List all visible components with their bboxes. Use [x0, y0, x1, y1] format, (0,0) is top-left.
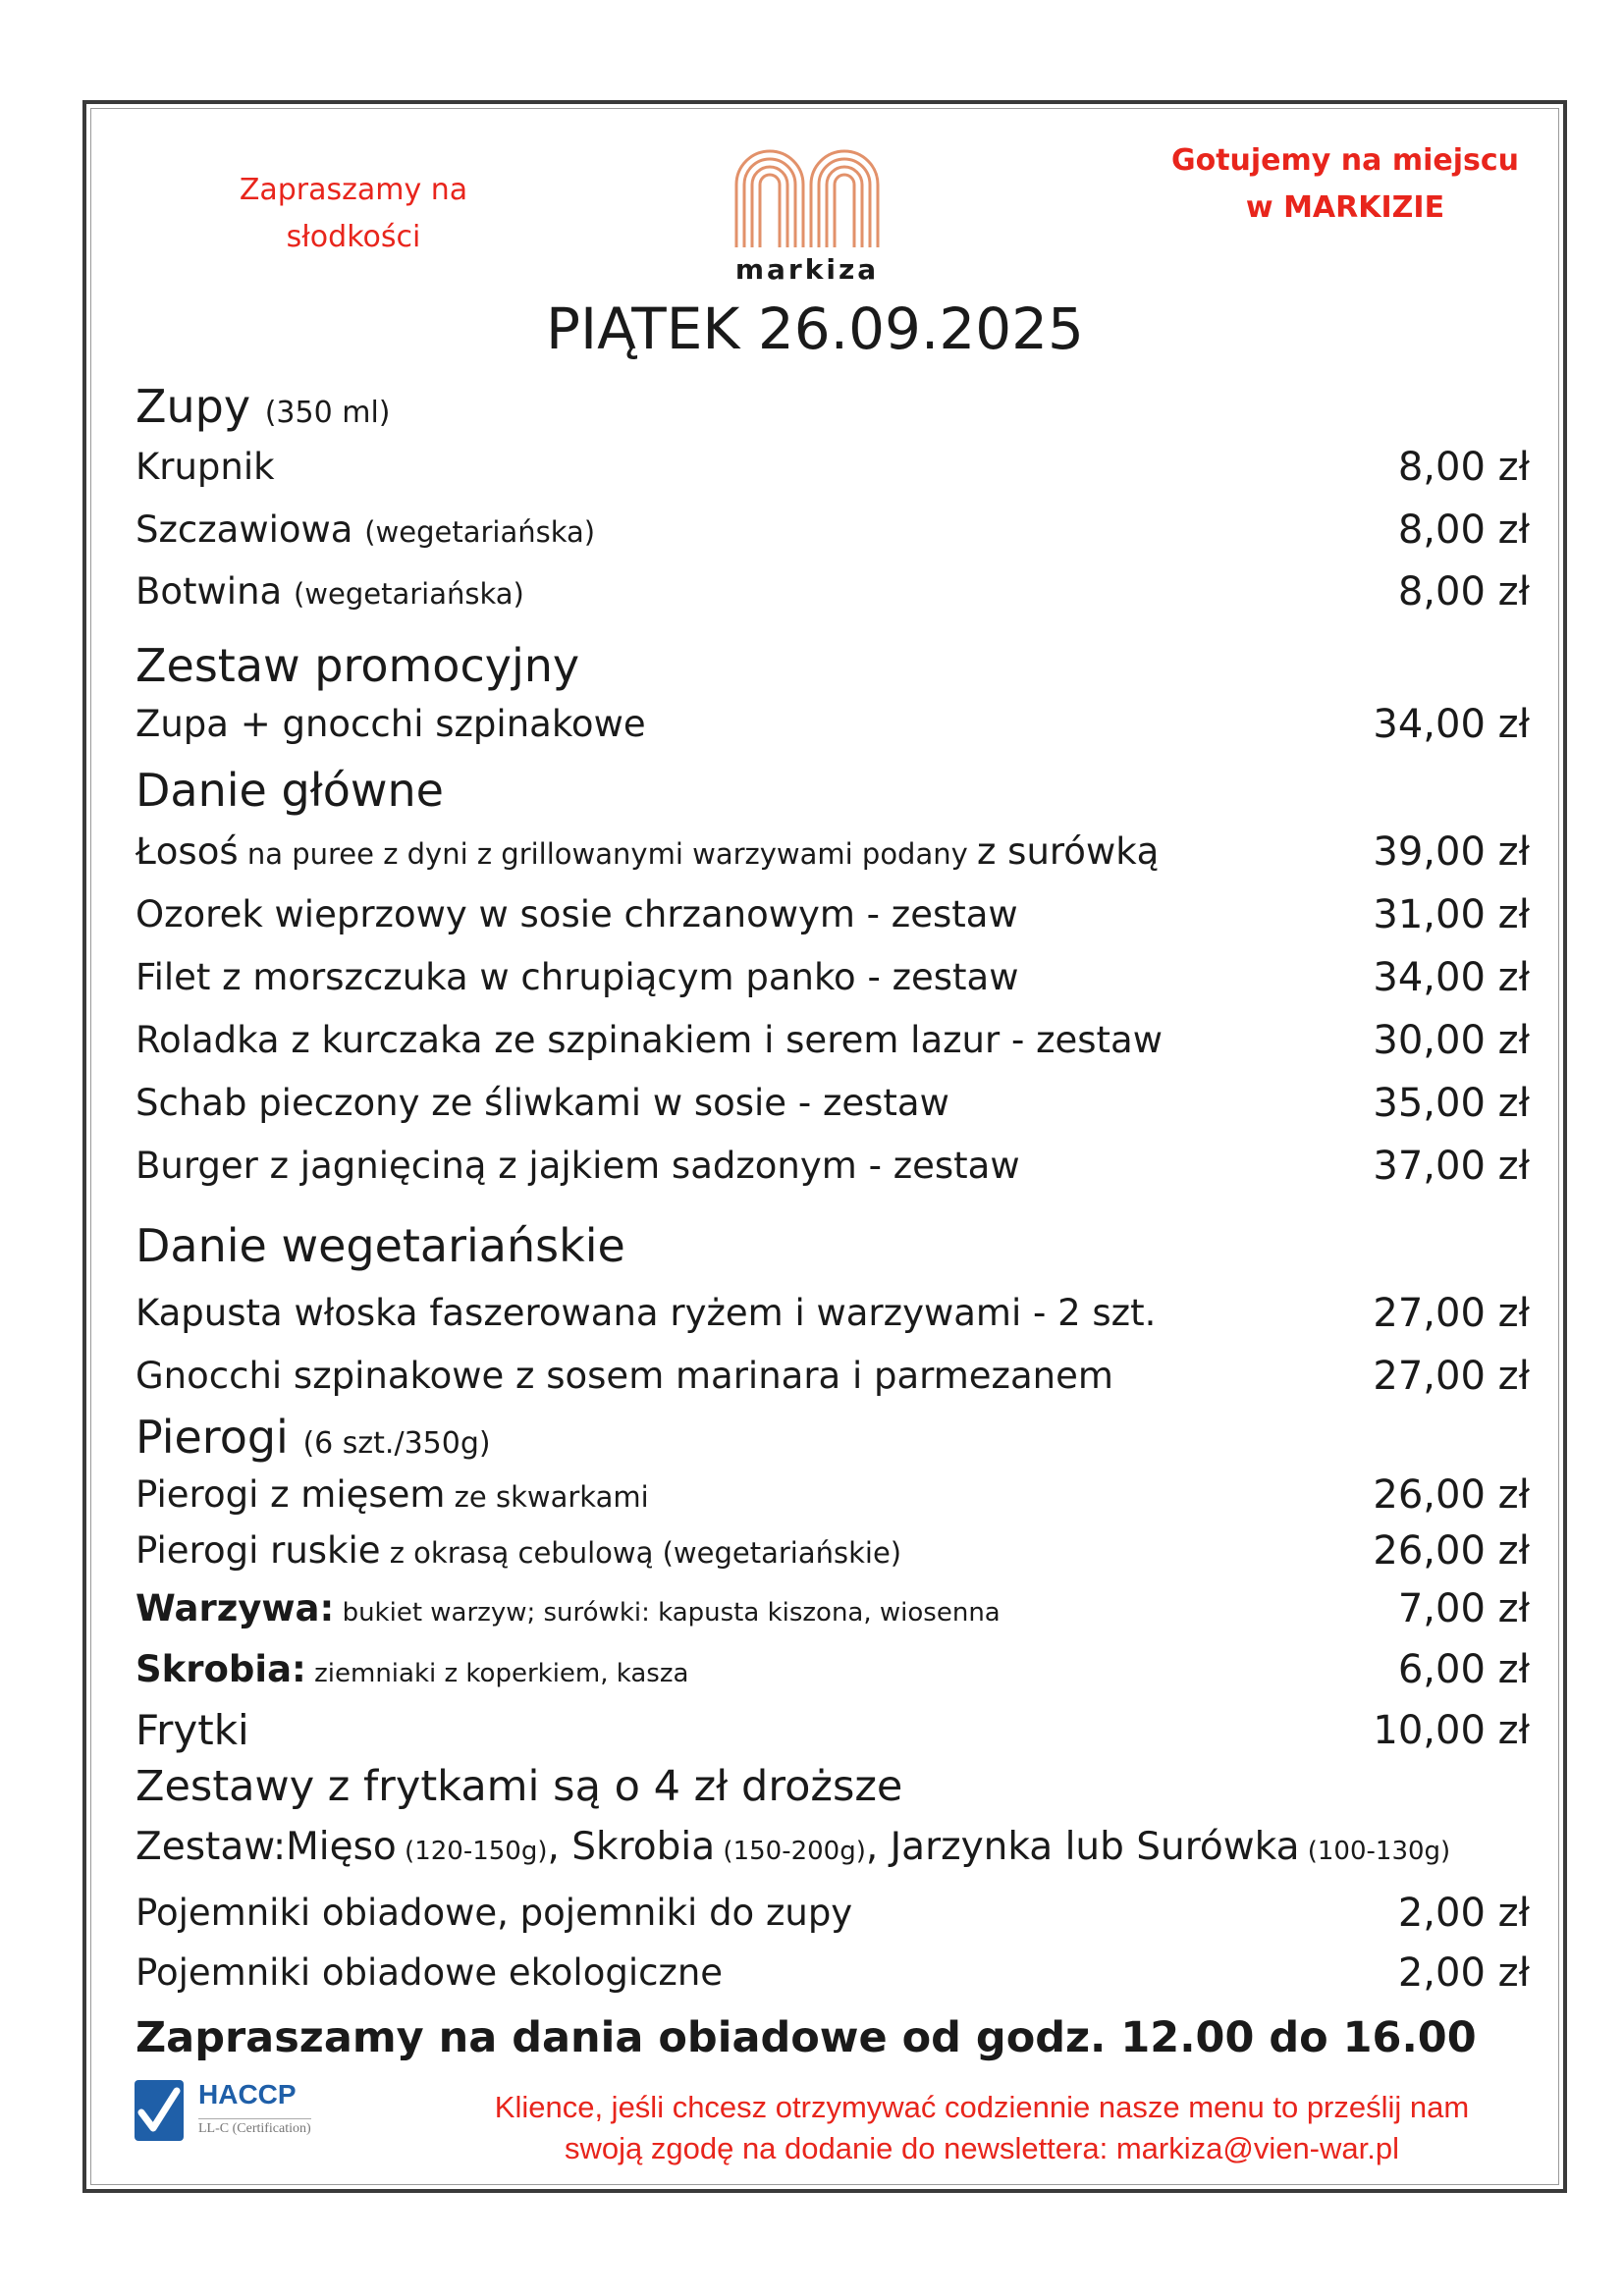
mains-heading: Danie główne — [135, 764, 444, 817]
item-price: 27,00 zł — [1373, 1291, 1530, 1336]
item-price: 7,00 zł — [1397, 1586, 1530, 1631]
menu-item — [135, 1526, 1530, 1575]
item-name: Ozorek wieprzowy w sosie chrzanowym - zestaw — [135, 893, 1018, 935]
vegetarian-heading: Danie wegetariańskie — [135, 1219, 625, 1272]
item-name-end: z surówką — [977, 830, 1160, 873]
set-veg-weight: (100-130g) — [1299, 1837, 1451, 1866]
sweets-line-2: słodkości — [286, 220, 421, 254]
item-name: Gnocchi szpinakowe z sosem marinara i parmezanem — [135, 1355, 1113, 1397]
pierogi-heading — [135, 1410, 491, 1471]
item-price: 34,00 zł — [1373, 702, 1530, 747]
menu-item — [135, 567, 1530, 616]
item-price: 8,00 zł — [1397, 507, 1530, 553]
item-price: 2,00 zł — [1397, 1891, 1530, 1936]
menu-item — [135, 1289, 1530, 1338]
item-name: Pojemniki obiadowe ekologiczne — [135, 1951, 724, 1994]
menu-item — [135, 828, 1530, 877]
menu-item — [135, 1142, 1530, 1191]
markiza-logo-icon — [732, 145, 882, 247]
item-price: 6,00 zł — [1397, 1647, 1530, 1692]
item-name: Krupnik — [135, 446, 275, 488]
item-price: 27,00 zł — [1373, 1354, 1530, 1399]
item-name: Pojemniki obiadowe, pojemniki do zupy — [135, 1892, 853, 1934]
menu-item — [135, 1470, 1530, 1520]
menu-item — [135, 1706, 1530, 1755]
opening-hours: Zapraszamy na dania obiadowe od godz. 12.00 do 16.00 — [135, 2013, 1477, 2062]
menu-item — [135, 953, 1530, 1002]
set-meat-weight: (120-150g) — [396, 1837, 548, 1866]
newsletter-line-1: Klience, jeśli chcesz otrzymywać codziennie nasze menu to prześlij nam — [494, 2090, 1470, 2124]
item-price: 8,00 zł — [1397, 569, 1530, 614]
menu-item — [135, 1079, 1530, 1128]
set-starch: , Skrobia — [547, 1825, 716, 1869]
item-name: Schab pieczony ze śliwkami w sosie - zestaw — [135, 1082, 949, 1124]
item-note: z okrasą cebulową (wegetariańskie) — [380, 1536, 902, 1570]
haccp-subtitle: LL-C (Certification) — [198, 2118, 311, 2137]
item-price: 31,00 zł — [1373, 892, 1530, 937]
menu-item — [135, 1889, 1530, 1938]
menu-item — [135, 1016, 1530, 1065]
item-price: 37,00 zł — [1373, 1144, 1530, 1189]
menu-item — [135, 890, 1530, 939]
menu-item — [135, 1949, 1530, 1998]
sweets-invitation — [216, 167, 491, 261]
logo-wordmark: markiza — [734, 253, 880, 286]
menu-item — [135, 1645, 1530, 1694]
menu-item — [135, 443, 1530, 492]
menu-item — [135, 1352, 1530, 1401]
item-price: 35,00 zł — [1373, 1081, 1530, 1126]
vegetables-desc: bukiet warzyw; surówki: kapusta kiszona, wiosenna — [334, 1598, 1001, 1628]
item-name: Burger z jagnięciną z jajkiem sadzonym - zestaw — [135, 1145, 1020, 1187]
item-name: Pierogi ruskie — [135, 1529, 381, 1572]
menu-item — [135, 506, 1530, 555]
cooking-line-2: w MARKIZIE — [1245, 190, 1445, 225]
item-price: 39,00 zł — [1373, 829, 1530, 875]
starch-desc: ziemniaki z koperkiem, kasza — [305, 1659, 689, 1688]
newsletter-line-2: swoją zgodę na dodanie do newslettera: markiza@vien-war.pl — [565, 2131, 1399, 2165]
haccp-check-icon — [134, 2079, 185, 2142]
item-price: 2,00 zł — [1397, 1950, 1530, 1996]
item-name: Szczawiowa — [135, 508, 353, 551]
item-name: Łosoś — [135, 830, 239, 873]
menu-item — [135, 1584, 1530, 1633]
item-name: Filet z morszczuka w chrupiącym panko - zestaw — [135, 956, 1019, 998]
cooking-line-1: Gotujemy na miejscu — [1170, 143, 1520, 178]
soups-volume: (350 ml) — [264, 396, 391, 430]
item-name: Frytki — [135, 1706, 249, 1754]
set-composition — [135, 1822, 1450, 1877]
menu-item — [135, 700, 1530, 749]
newsletter-note — [432, 2087, 1532, 2169]
item-note: ze skwarkami — [445, 1480, 649, 1514]
item-name: Zupa + gnocchi szpinakowe — [135, 703, 646, 745]
item-price: 8,00 zł — [1397, 445, 1530, 490]
soups-title: Zupy — [135, 380, 251, 433]
item-note: (wegetariańska) — [364, 515, 596, 549]
haccp-title: HACCP — [198, 2079, 297, 2109]
item-note: (wegetariańska) — [293, 577, 524, 611]
pierogi-title: Pierogi — [135, 1411, 289, 1464]
starch-label: Skrobia: — [135, 1648, 306, 1690]
set-veg: , Jarzynka lub Surówka — [865, 1825, 1300, 1869]
pierogi-portion: (6 szt./350g) — [302, 1426, 491, 1461]
item-price: 30,00 zł — [1373, 1018, 1530, 1063]
promo-heading: Zestaw promocyjny — [135, 639, 580, 692]
set-meat: Zestaw:Mięso — [135, 1825, 397, 1869]
item-price: 10,00 zł — [1373, 1708, 1530, 1753]
soups-heading — [135, 379, 390, 441]
page-title: PIĄTEK 26.09.2025 — [546, 295, 1084, 362]
set-starch-weight: (150-200g) — [715, 1837, 866, 1866]
item-name: Botwina — [135, 570, 283, 613]
vegetables-label: Warzywa: — [135, 1587, 335, 1629]
fries-note: Zestawy z frytkami są o 4 zł droższe — [135, 1762, 903, 1811]
item-price: 26,00 zł — [1373, 1472, 1530, 1518]
item-price: 26,00 zł — [1373, 1528, 1530, 1574]
item-name: Pierogi z mięsem — [135, 1473, 446, 1516]
item-name: Roladka z kurczaka ze szpinakiem i serem lazur - zestaw — [135, 1019, 1163, 1061]
item-price: 34,00 zł — [1373, 955, 1530, 1000]
item-note: na puree z dyni z grillowanymi warzywami podany — [238, 837, 977, 871]
haccp-badge — [134, 2079, 340, 2144]
item-name: Kapusta włoska faszerowana ryżem i warzywami - 2 szt. — [135, 1292, 1157, 1334]
sweets-line-1: Zapraszamy na — [239, 173, 468, 207]
cooking-note — [1159, 137, 1532, 232]
